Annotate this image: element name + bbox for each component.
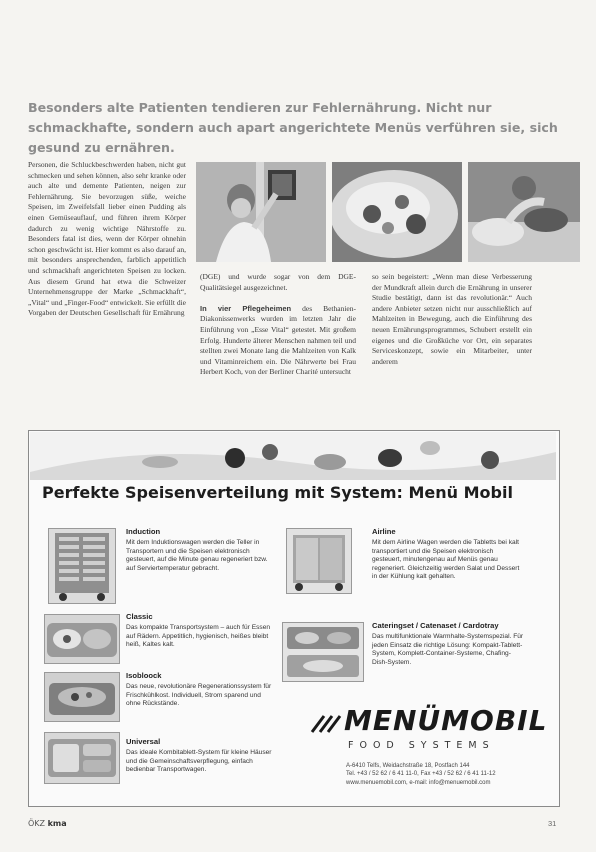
- lead-headline: Besonders alte Patienten tendieren zur Fehlernährung. Nicht nur schmackhafte, sondern auch apart angerichtete Menüs verführen sie, sich gesund zu ernähren.: [28, 100, 558, 155]
- ad-banner-image: [30, 432, 556, 480]
- menumobil-logo: [310, 704, 548, 754]
- ad-headline: Perfekte Speisenverteilung mit System: Menü Mobil: [42, 483, 513, 502]
- universal-tray-image: [44, 732, 120, 784]
- column-2-start: (DGE) und wurde sogar von dem DGE-Qualitätsiegel ausgezeichnet.: [200, 272, 356, 292]
- section-text-isobloock: Das neue, revolutionäre Regenerationssystem für Frischkühlkost. Individuell, Strom sparend und ohne Rückstände.: [126, 683, 272, 708]
- section-text-airline: Mit dem Airline Wagen werden die Tabletts bei kalt transportiert und die Speisen elektronisch gesteuert, minutengenau auf Menüs genau regeneriert. Gleichzeitig werden Salat und Dessert in der Kühlung kalt gehalten.: [372, 539, 520, 581]
- article-column-2: [200, 272, 356, 412]
- section-text-universal: Das ideale Kombitablett-System für kleine Häuser und die Gemeinschaftsverpflegung, einfach bedienbar Transportwagen.: [126, 749, 272, 774]
- logo-subtitle: FOOD SYSTEMS: [348, 740, 495, 751]
- induction-trolley-image: [48, 528, 116, 604]
- footer-magazine-name: kma: [47, 819, 67, 828]
- section-title-cateringset: Cateringset / Catenaset / Cardotray: [372, 621, 499, 630]
- article-column-1: Personen, die Schluckbeschwerden haben, nicht gut schmecken und sehen können, also sehr kranke oder auch alte und demente Patienten, neigen zur Fehlernährung. Sie bevorzugen süße, weiche Speisen, im Zweifelsfall lieber einen Pudding als einen Gemüseauflauf, und führen ihrem Körper dadurch zu wenig wichtige Nährstoffe zu. Besonders fatal ist dies, wenn der Körper ohnehin schon geschwächt ist. Hier kommt es also darauf an, mit besonders ansprechenden, farblich appetitlich und schmackhaft angerichteten Speisen zu locken. Aus diesem Grund hat etwa die Schweizer Unternehmensgruppe der Marke „Schmackhaft“, „Vital“ und „Finger-Food“ entwickelt. Sie erfüllt die Vorgaben der Deutschen Gesellschaft für Ernährung: [28, 160, 186, 318]
- column-2-text: des Bethanien-Diakonissenwerks wurden im letzten Jahr die Einführung von „Esse Vital“ getestet. Mit großem Erfolg. Hunderte älterer Menschen nahmen teil und stellten zwei Monate lang die Mahlzeiten von Kalk und Vitaminreichem ein. Die Nährwerte bei Frau Herbert Koch, von der Berliner Charité untersucht: [200, 303, 356, 377]
- isobloock-image: [44, 672, 120, 722]
- photo-food-service: [468, 162, 580, 262]
- column-2-subhead: In vier Pflegeheimen: [200, 303, 292, 313]
- cateringset-image: [282, 622, 364, 682]
- contact-block: [346, 762, 536, 787]
- section-text-classic: Das kompakte Transportsystem – auch für Essen auf Rädern. Appetitlich, hygienisch, heißes bleibt heiß, Kaltes kalt.: [126, 624, 271, 649]
- contact-address: A-6410 Telfs, Weidachstraße 18, Postfach 144: [346, 763, 470, 769]
- article-column-3: so sein begeistert: „Wenn man diese Verbesserung der Mundkraft allein durch die Ernährung in unserer Studie bestätigt, dann ist das revolutionär.“ Auch andere Anbieter setzen nicht nur ausschließlich auf Mahlzeiten in Bewegung, auch die Einführung des neuen Ernährungsprogrammes, Schubert erstellt ein eigenes und die Großküche vor Ort, ein separates Serviceskonzept, sowie ein Mitarbeiter, unter anderem: [372, 272, 532, 366]
- section-title-airline: Airline: [372, 527, 396, 536]
- section-title-induction: Induction: [126, 527, 161, 536]
- photo-plated-meal: [332, 162, 462, 262]
- footer-magazine: [28, 819, 67, 828]
- contact-web: www.menuemobil.com, e-mail: info@menuemobil.com: [346, 779, 491, 786]
- section-title-isobloock: Isobloock: [126, 671, 162, 680]
- contact-phone: Tel. +43 / 52 62 / 6 41 11-0, Fax +43 / 52 62 / 6 41 11-12: [346, 771, 496, 778]
- classic-tray-image: [44, 614, 120, 664]
- airline-trolley-image: [286, 528, 352, 594]
- logo-word: MENÜMOBIL: [344, 704, 548, 737]
- photo-caregiver-tablet: [196, 162, 326, 262]
- page-number: 31: [548, 819, 557, 828]
- section-text-cateringset: Das multifunktionale Warmhalte-Systemspezial. Für jeden Einsatz die richtige Lösung: Kompakt-Tablett-System, Komplett-Container-Systeme, Chafing-Dish-System.: [372, 633, 524, 666]
- footer-prefix: ÖKZ: [28, 819, 46, 828]
- section-title-universal: Universal: [126, 737, 161, 746]
- section-title-classic: Classic: [126, 612, 153, 621]
- section-text-induction: Mit dem Induktionswagen werden die Teller in Transportern und die Speisen elektronisch gesteuert, auf die Minute genau regeneriert bzw. auf Serviertemperatur gebracht.: [126, 539, 268, 572]
